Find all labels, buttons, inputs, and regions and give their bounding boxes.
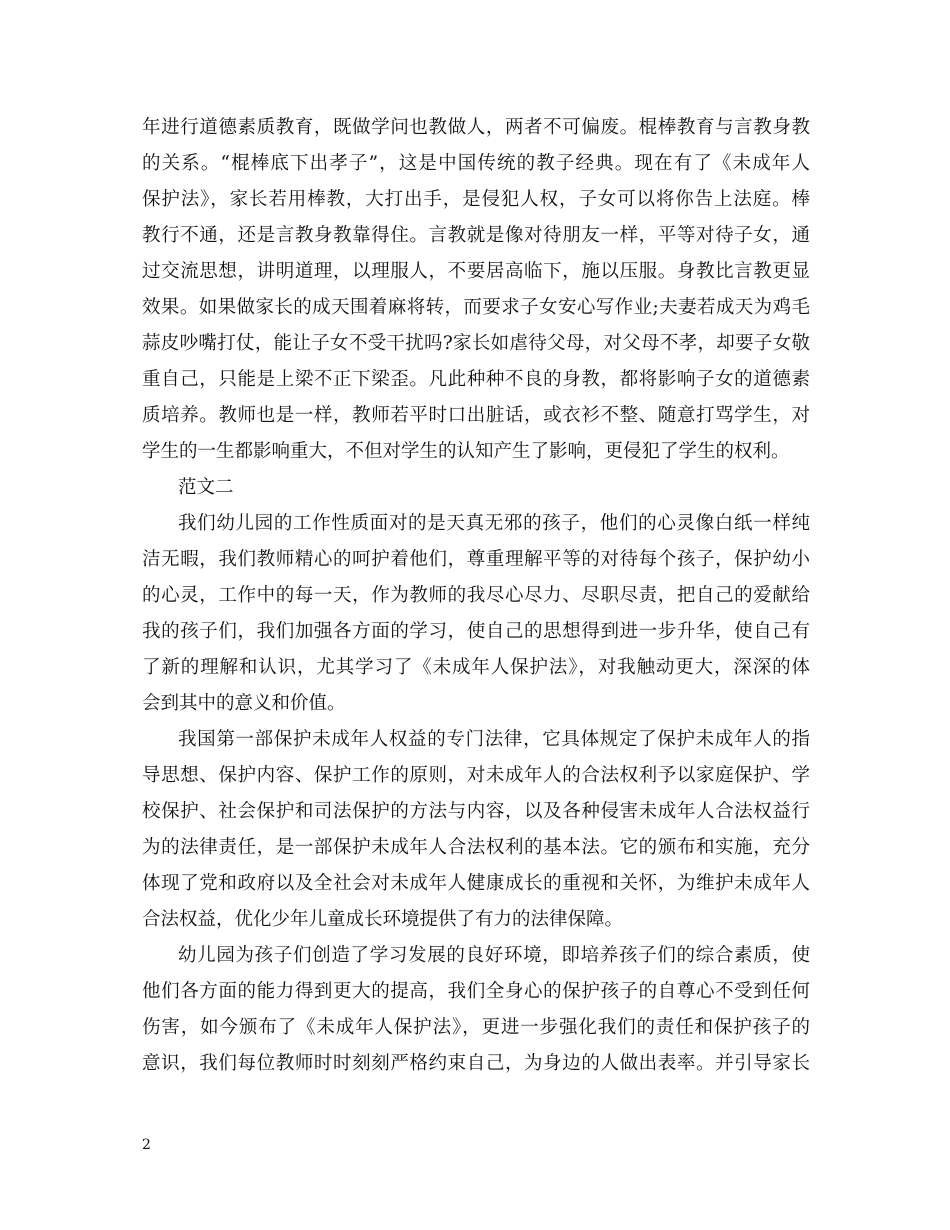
text-line: 我的孩子们，我们加强各方面的学习，使自己的思想得到进一步升华，使自己有: [142, 621, 810, 642]
text-line: 了新的理解和认识，尤其学习了《未成年人保护法》，对我触动更大，深深的体: [142, 657, 810, 678]
text-line: 洁无暇，我们教师精心的呵护着他们，尊重理解平等的对待每个孩子，保护幼小: [142, 549, 810, 570]
text-line: 伤害，如今颁布了《未成年人保护法》，更进一步强化我们的责任和保护孩子的: [142, 1017, 810, 1038]
text-line: 过交流思想，讲明道理，以理服人，不要居高临下，施以压服。身教比言教更显: [142, 261, 810, 282]
text-line: 保护法》，家长若用棒教，大打出手，是侵犯人权，子女可以将你告上法庭。棒: [142, 189, 810, 210]
text-line: 会到其中的意义和价值。: [142, 693, 346, 714]
text-line: 重自己，只能是上梁不正下梁歪。凡此种种不良的身教，都将影响子女的道德素: [142, 369, 810, 390]
text-line: 蒜皮吵嘴打仗，能让子女不受干扰吗?家长如虐待父母，对父母不孝，却要子女敬: [142, 333, 810, 354]
text-line: 的心灵，工作中的每一天，作为教师的我尽心尽力、尽职尽责，把自己的爱献给: [142, 585, 810, 606]
text-line: 学生的一生都影响重大，不但对学生的认知产生了影响，更侵犯了学生的权利。: [142, 441, 790, 462]
text-line: 幼儿园为孩子们创造了学习发展的良好环境，即培养孩子们的综合素质，使: [178, 945, 810, 966]
text-line: 年进行道德素质教育，既做学问也教做人，两者不可偏废。棍棒教育与言教身教: [142, 117, 810, 138]
text-line: 合法权益，优化少年儿童成长环境提供了有力的法律保障。: [142, 909, 624, 930]
text-line: 我国第一部保护未成年人权益的专门法律，它具体规定了保护未成年人的指: [178, 729, 810, 750]
text-line: 的关系。“棍棒底下出孝子”，这是中国传统的教子经典。现在有了《未成年人: [142, 153, 810, 174]
text-line: 他们各方面的能力得到更大的提高，我们全身心的保护孩子的自尊心不受到任何: [142, 981, 810, 1002]
text-line: 导思想、保护内容、保护工作的原则，对未成年人的合法权利予以家庭保护、学: [142, 765, 810, 786]
text-line: 质培养。教师也是一样，教师若平时口出脏话，或衣衫不整、随意打骂学生，对: [142, 405, 810, 426]
section-heading: 范文二: [178, 477, 234, 498]
text-line: 体现了党和政府以及全社会对未成年人健康成长的重视和关怀，为维护未成年人: [142, 873, 810, 894]
text-line: 校保护、社会保护和司法保护的方法与内容，以及各种侵害未成年人合法权益行: [142, 801, 810, 822]
text-line: 教行不通，还是言教身教靠得住。言教就是像对待朋友一样，平等对待子女，通: [142, 225, 810, 246]
text-line: 效果。如果做家长的成天围着麻将转，而要求子女安心写作业;夫妻若成天为鸡毛: [142, 297, 810, 318]
text-line: 意识，我们每位教师时时刻刻严格约束自己，为身边的人做出表率。并引导家长: [142, 1053, 810, 1074]
text-line: 我们幼儿园的工作性质面对的是天真无邪的孩子，他们的心灵像白纸一样纯: [178, 513, 810, 534]
page-number: 2: [142, 1137, 151, 1153]
text-line: 为的法律责任，是一部保护未成年人合法权利的基本法。它的颁布和实施，充分: [142, 837, 810, 858]
